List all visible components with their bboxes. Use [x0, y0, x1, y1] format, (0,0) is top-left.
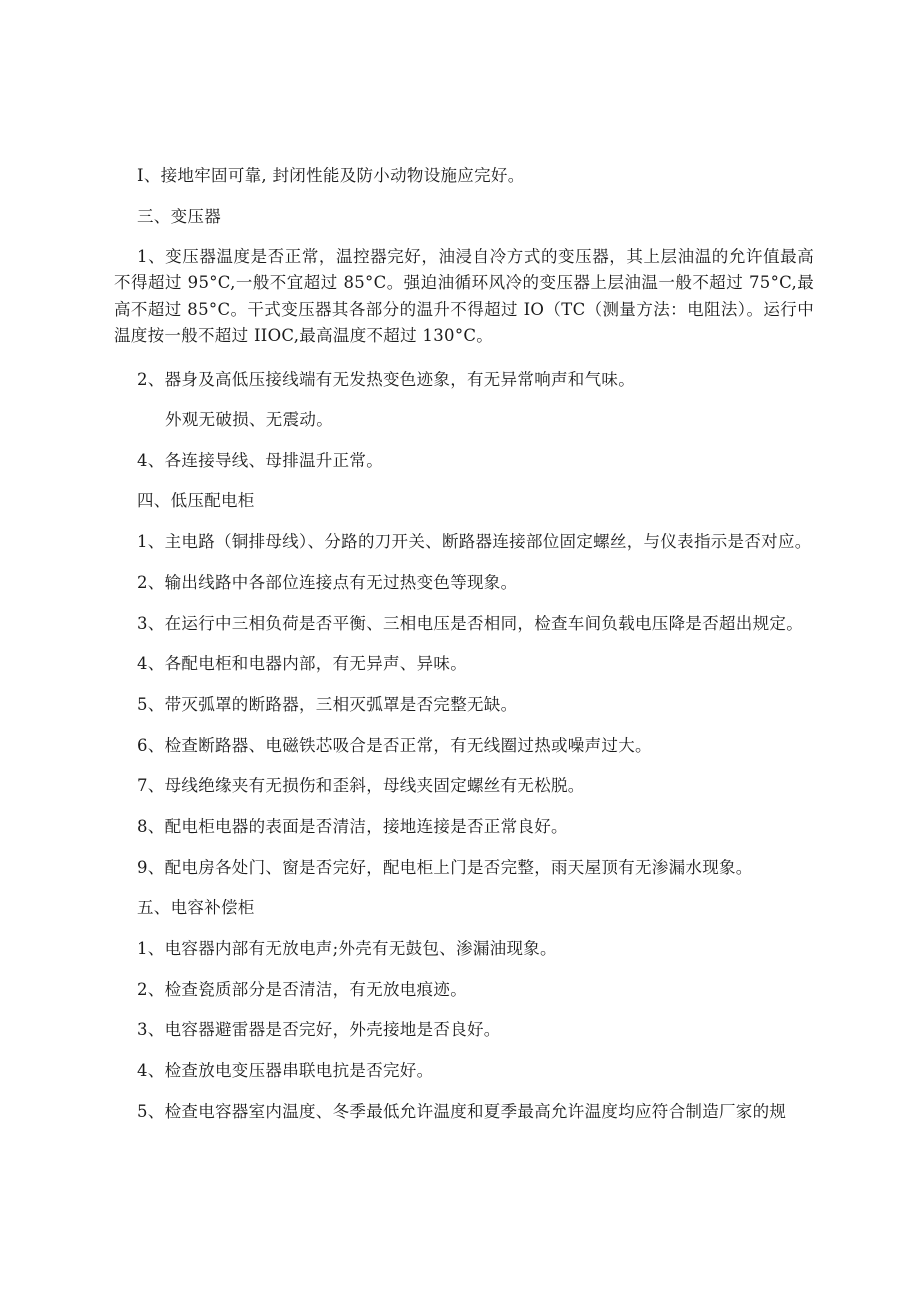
switchgear-item-5: 5、带灭弧罩的断路器，三相灭弧罩是否完整无缺。 — [137, 695, 518, 714]
switchgear-item-1: 1、主电路（铜排母线）、分路的刀开关、断路器连接部位固定螺丝，与仪表指示是否对应。 — [137, 532, 812, 551]
transformer-item-4: 4、各连接导线、母排温升正常。 — [137, 451, 383, 470]
section-heading-capacitor: 五、电容补偿柜 — [137, 898, 255, 917]
switchgear-item-9: 9、配电房各处门、窗是否完好，配电柜上门是否完整，雨天屋顶有无渗漏水现象。 — [137, 858, 753, 877]
capacitor-item-2: 2、检查瓷质部分是否清洁，有无放电痕迹。 — [137, 980, 467, 999]
capacitor-item-3: 3、电容器避雷器是否完好，外壳接地是否良好。 — [137, 1020, 501, 1039]
switchgear-item-7: 7、母线绝缘夹有无损伤和歪斜，母线夹固定螺丝有无松脱。 — [137, 776, 585, 795]
switchgear-item-2: 2、输出线路中各部位连接点有无过热变色等现象。 — [137, 573, 518, 592]
section-heading-transformer: 三、变压器 — [137, 207, 221, 226]
switchgear-item-4: 4、各配电柜和电器内部，有无异声、异味。 — [137, 654, 467, 673]
switchgear-item-8: 8、配电柜电器的表面是否清洁，接地连接是否正常良好。 — [137, 817, 568, 836]
switchgear-item-3: 3、在运行中三相负荷是否平衡、三相电压是否相同，检查车间负载电压降是否超出规定。 — [137, 614, 803, 633]
grounding-item: I、接地牢固可靠, 封闭性能及防小动物设施应完好。 — [137, 166, 525, 185]
switchgear-item-6: 6、检查断路器、电磁铁芯吸合是否正常，有无线圈过热或噪声过大。 — [137, 736, 652, 755]
transformer-item-1: 1、变压器温度是否正常，温控器完好，油浸自冷方式的变压器，其上层油温的允许值最高不得超过 95°C,一般不宜超过 85°C。强迫油循环风冷的变压器上层油温一般不超过 75°C,最高不超过 85°C。干式变压器其各部分的温升不得超过 IO（TC（测量方法：电阻法）。运行中温度按一般不超过 IIOC,最高温度不超过 130°C。 — [114, 247, 814, 346]
section-heading-switchgear: 四、低压配电柜 — [137, 491, 255, 510]
capacitor-item-4: 4、检查放电变压器串联电抗是否完好。 — [137, 1061, 434, 1080]
transformer-item-2: 2、器身及高低压接线端有无发热变色迹象，有无异常响声和气味。 — [137, 370, 635, 389]
capacitor-item-1: 1、电容器内部有无放电声;外壳有无鼓包、渗漏油现象。 — [137, 939, 557, 958]
capacitor-item-5: 5、检查电容器室内温度、冬季最低允许温度和夏季最高允许温度均应符合制造厂家的规 — [137, 1102, 787, 1121]
transformer-item-3: 外观无破损、无震动。 — [165, 410, 333, 429]
